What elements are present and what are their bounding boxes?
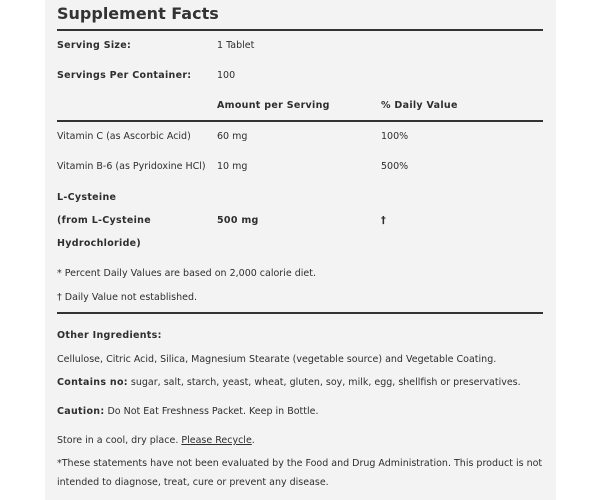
panel-title: Supplement Facts	[57, 4, 219, 23]
nutrient-amount-vitamin-c: 60 mg	[217, 131, 248, 142]
title-rule	[57, 29, 543, 31]
cysteine-name-line3: Hydrochloride)	[57, 238, 142, 249]
serving-size-value: 1 Tablet	[217, 40, 255, 51]
servings-per-container-value: 100	[217, 70, 236, 81]
servings-per-container-label: Servings Per Container:	[57, 70, 192, 81]
nutrient-dv-vitamin-b6: 500%	[381, 161, 409, 172]
nutrient-name-vitamin-b6: Vitamin B-6 (as Pyridoxine HCl)	[57, 161, 206, 172]
disclaimer-line2: intended to diagnose, treat, cure or prevent any disease.	[57, 477, 329, 488]
percent-footnote: * Percent Daily Values are based on 2,000 calorie diet.	[57, 268, 316, 279]
cysteine-name-line2: (from L-Cysteine	[57, 215, 151, 226]
storage-text: Store in a cool, dry place.	[57, 435, 179, 446]
cysteine-dv: †	[381, 215, 387, 226]
please-recycle-link[interactable]: Please Recycle	[181, 435, 252, 446]
header-rule	[57, 120, 543, 122]
storage-line	[57, 435, 255, 446]
caution-line	[57, 406, 319, 417]
caution-label: Caution:	[57, 406, 105, 417]
other-ingredients-text: Cellulose, Citric Acid, Silica, Magnesium Stearate (vegetable source) and Vegetable Coating.	[57, 354, 497, 365]
cysteine-amount: 500 mg	[217, 215, 259, 226]
footnote-rule	[57, 312, 543, 314]
cysteine-name-line1: L-Cysteine	[57, 192, 117, 203]
storage-period: .	[251, 435, 255, 446]
dagger-footnote: † Daily Value not established.	[57, 292, 198, 303]
other-ingredients-label: Other Ingredients:	[57, 330, 162, 341]
nutrient-amount-vitamin-b6: 10 mg	[217, 161, 248, 172]
nutrient-dv-vitamin-c: 100%	[381, 131, 409, 142]
amount-column-header: Amount per Serving	[217, 100, 330, 111]
nutrient-name-vitamin-c: Vitamin C (as Ascorbic Acid)	[57, 131, 191, 142]
disclaimer-line1: *These statements have not been evaluated by the Food and Drug Administration. This product is not	[57, 458, 543, 469]
contains-no-text: sugar, salt, starch, yeast, wheat, gluten, soy, milk, egg, shellfish or preservatives.	[130, 377, 521, 388]
dv-column-header: % Daily Value	[381, 100, 458, 111]
supplement-facts-panel	[45, 0, 556, 500]
contains-no-line	[57, 377, 521, 388]
serving-size-label: Serving Size:	[57, 40, 132, 51]
caution-text: Do Not Eat Freshness Packet. Keep in Bottle.	[107, 406, 319, 417]
contains-no-label: Contains no:	[57, 377, 128, 388]
